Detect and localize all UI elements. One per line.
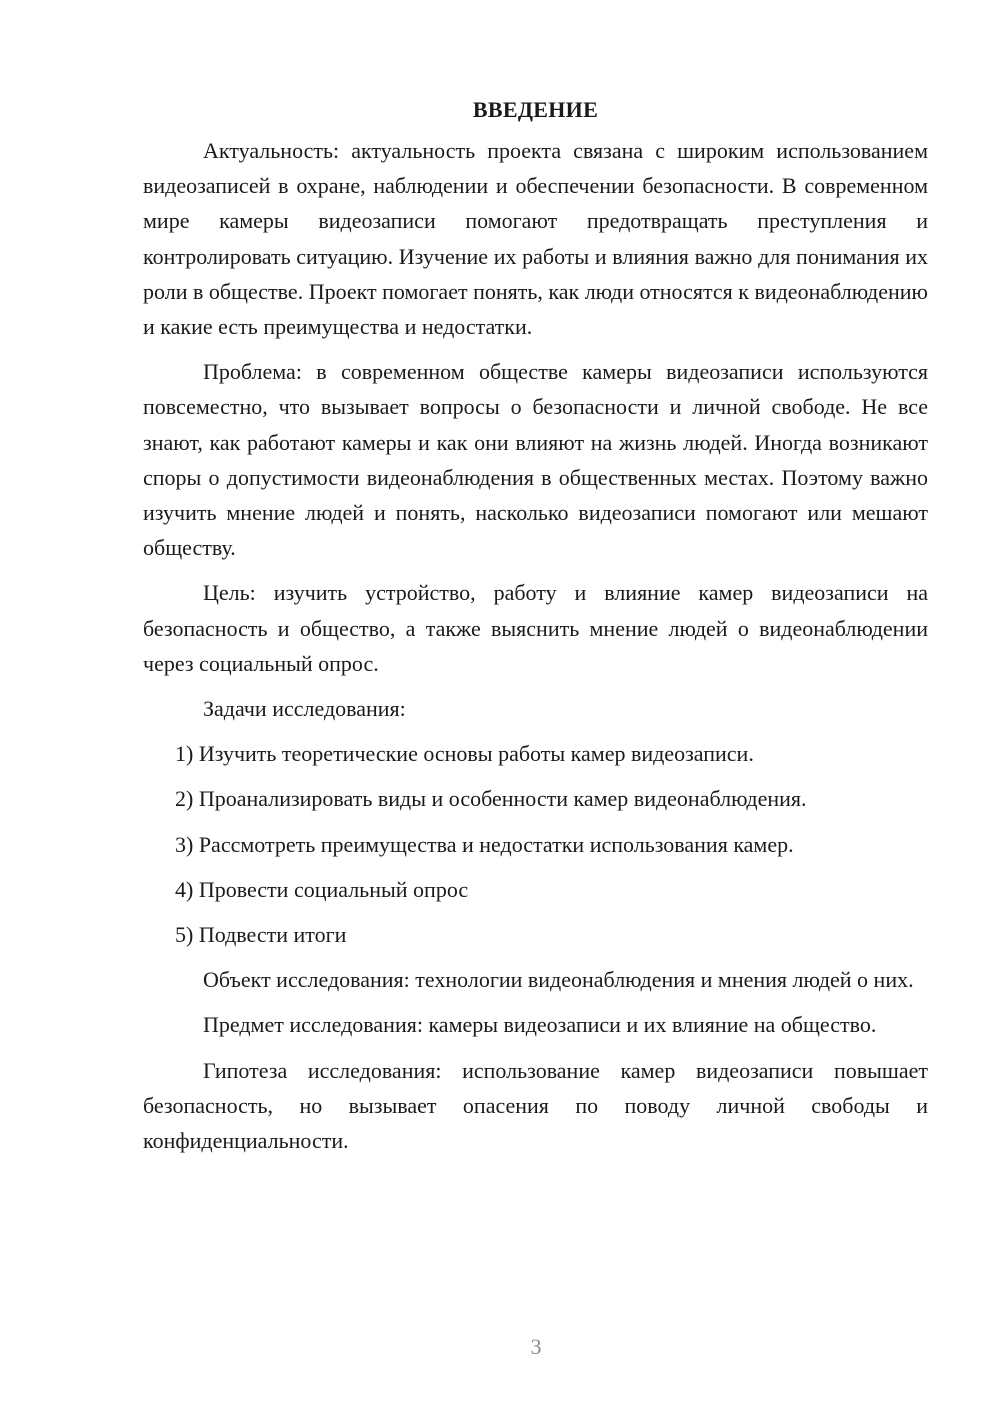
task-item-3: 3) Рассмотреть преимущества и недостатки использования камер. — [175, 831, 794, 857]
paragraph-relevance: Актуальность: актуальность проекта связана с широким использованием видеозаписей в охране, наблюдении и обеспечении безопасности. В современном мире камеры видеозаписи помогают предотвращать преступления и контролировать ситуацию. Изучение их работы и влияния важно для понимания их роли в обществе. Проект помогает понять, как люди относятся к видеонаблюдению и какие есть преимущества и недостатки. — [143, 138, 928, 340]
paragraph-hypothesis: Гипотеза исследования: использование камер видеозаписи повышает безопасность, но вызывает опасения по поводу личной свободы и конфиденциальности. — [143, 1057, 928, 1154]
task-item-2: 2) Проанализировать виды и особенности камер видеонаблюдения. — [175, 786, 807, 812]
task-list — [143, 736, 928, 952]
page-number: 3 — [530, 1334, 542, 1359]
paragraph-subject: Предмет исследования: камеры видеозаписи и их влияние на общество. — [203, 1012, 877, 1038]
task-item-5: 5) Подвести итоги — [175, 922, 347, 948]
section-title: ВВЕДЕНИЕ — [472, 97, 599, 122]
paragraph-goal: Цель: изучить устройство, работу и влияние камер видеозаписи на безопасность и общество, а также выяснить мнение людей о видеонаблюдении через социальный опрос. — [143, 580, 928, 676]
paragraph-problem: Проблема: в современном обществе камеры видеозаписи используются повсеместно, что вызывает вопросы о безопасности и личной свободе. Не все знают, как работают камеры и как они влияют на жизнь людей. Иногда возникают споры о допустимости видеонаблюдения в общественных местах. Поэтому важно изучить мнение людей и понять, насколько видеозаписи помогают или мешают обществу. — [143, 359, 928, 561]
page-content — [143, 92, 928, 1168]
task-item-4: 4) Провести социальный опрос — [175, 876, 469, 902]
task-item-1: 1) Изучить теоретические основы работы камер видеозаписи. — [175, 741, 754, 767]
paragraph-object: Объект исследования: технологии видеонаблюдения и мнения людей о них. — [203, 967, 914, 993]
tasks-heading: Задачи исследования: — [203, 696, 406, 722]
